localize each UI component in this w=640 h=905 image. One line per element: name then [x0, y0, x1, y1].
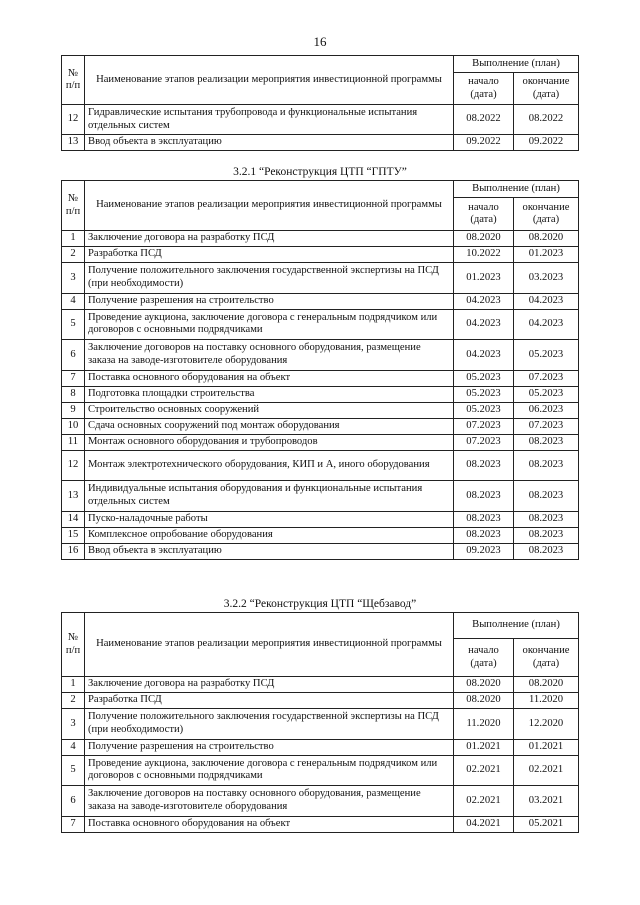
row-start: 02.2021 [454, 755, 514, 786]
row-stage: Получение разрешения на строительство [85, 293, 454, 309]
table-row [62, 402, 579, 418]
row-stage: Заключение договоров на поставку основного оборудования, размещение заказа на заводе-изготовителе оборудования [85, 786, 454, 817]
table-row [62, 739, 579, 755]
header-stage: Наименование этапов реализации мероприятия инвестиционной программы [85, 181, 454, 231]
row-stage: Монтаж электротехнического оборудования, КИП и А, иного оборудования [85, 450, 454, 481]
row-start: 08.2022 [454, 105, 514, 135]
table-row [62, 677, 579, 693]
row-end: 08.2022 [514, 105, 579, 135]
row-stage: Получение положительного заключения государственной экспертизы на ПСД (при необходимости) [85, 709, 454, 740]
row-end: 08.2023 [514, 481, 579, 512]
table-row [62, 434, 579, 450]
header-end: окончание (дата) [514, 639, 579, 677]
row-num: 6 [62, 786, 85, 817]
header-end: окончание (дата) [514, 198, 579, 231]
row-start: 08.2023 [454, 481, 514, 512]
row-stage: Заключение договоров на поставку основного оборудования, размещение заказа на заводе-изготовителе оборудования [85, 340, 454, 371]
row-start: 07.2023 [454, 418, 514, 434]
header-stage: Наименование этапов реализации мероприятия инвестиционной программы [85, 613, 454, 677]
table-header-row [62, 181, 579, 198]
row-end: 06.2023 [514, 402, 579, 418]
row-num: 15 [62, 527, 85, 543]
table-row [62, 481, 579, 512]
section-title-gptu: 3.2.1 “Реконструкция ЦТП “ГПТУ” [233, 166, 407, 178]
row-start: 07.2023 [454, 434, 514, 450]
table-header-row [62, 613, 579, 639]
row-num: 3 [62, 709, 85, 740]
table-row [62, 418, 579, 434]
row-num: 12 [62, 105, 85, 135]
table-row [62, 543, 579, 559]
row-start: 08.2020 [454, 693, 514, 709]
row-start: 05.2023 [454, 386, 514, 402]
row-stage: Заключение договора на разработку ПСД [85, 677, 454, 693]
row-end: 08.2023 [514, 434, 579, 450]
row-start: 08.2023 [454, 511, 514, 527]
row-stage: Ввод объекта в эксплуатацию [85, 135, 454, 151]
row-stage: Гидравлические испытания трубопровода и функциональные испытания отдельных систем [85, 105, 454, 135]
row-stage: Проведение аукциона, заключение договора с генеральным подрядчиком или договоров с основными подрядчиками [85, 309, 454, 340]
row-stage: Поставка основного оборудования на объект [85, 816, 454, 832]
header-start: начало (дата) [454, 73, 514, 105]
header-execution: Выполнение (план) [454, 613, 579, 639]
row-start: 08.2020 [454, 231, 514, 247]
row-num: 10 [62, 418, 85, 434]
table-row [62, 231, 579, 247]
table-row [62, 709, 579, 740]
row-stage: Подготовка площадки строительства [85, 386, 454, 402]
row-stage: Проведение аукциона, заключение договора с генеральным подрядчиком или договоров с основными подрядчиками [85, 755, 454, 786]
row-num: 13 [62, 135, 85, 151]
row-num: 5 [62, 309, 85, 340]
row-start: 04.2023 [454, 293, 514, 309]
schedule-table-gptu [61, 180, 579, 560]
row-end: 08.2023 [514, 511, 579, 527]
row-start: 04.2023 [454, 340, 514, 371]
row-start: 08.2023 [454, 450, 514, 481]
section-title-shchebzavod: 3.2.2 “Реконструкция ЦТП “Щебзавод” [223, 598, 417, 610]
table-row [62, 786, 579, 817]
row-start: 01.2023 [454, 263, 514, 294]
page-number: 16 [313, 34, 327, 49]
table-row [62, 105, 579, 135]
row-end: 12.2020 [514, 709, 579, 740]
row-num: 9 [62, 402, 85, 418]
header-execution: Выполнение (план) [454, 56, 579, 73]
row-end: 02.2021 [514, 755, 579, 786]
row-num: 1 [62, 677, 85, 693]
table-row [62, 135, 579, 151]
header-start: начало (дата) [454, 198, 514, 231]
row-num: 2 [62, 247, 85, 263]
table-row [62, 693, 579, 709]
row-num: 7 [62, 370, 85, 386]
row-stage: Сдача основных сооружений под монтаж оборудования [85, 418, 454, 434]
row-end: 03.2021 [514, 786, 579, 817]
row-end: 04.2023 [514, 309, 579, 340]
row-end: 07.2023 [514, 418, 579, 434]
table-body-gptu [62, 231, 579, 560]
row-start: 01.2021 [454, 739, 514, 755]
row-num: 1 [62, 231, 85, 247]
header-num: № п/п [62, 181, 85, 231]
row-stage: Получение положительного заключения государственной экспертизы на ПСД (при необходимости) [85, 263, 454, 294]
table-row [62, 755, 579, 786]
row-stage: Поставка основного оборудования на объект [85, 370, 454, 386]
row-end: 08.2020 [514, 677, 579, 693]
header-end: окончание (дата) [514, 73, 579, 105]
row-num: 16 [62, 543, 85, 559]
row-num: 11 [62, 434, 85, 450]
row-stage: Разработка ПСД [85, 693, 454, 709]
row-end: 08.2020 [514, 231, 579, 247]
row-num: 7 [62, 816, 85, 832]
schedule-table-continued [61, 55, 579, 151]
header-stage: Наименование этапов реализации мероприятия инвестиционной программы [85, 56, 454, 105]
row-start: 10.2022 [454, 247, 514, 263]
row-end: 08.2023 [514, 527, 579, 543]
row-start: 04.2023 [454, 309, 514, 340]
row-end: 08.2023 [514, 543, 579, 559]
table-row [62, 386, 579, 402]
row-num: 5 [62, 755, 85, 786]
table-row [62, 293, 579, 309]
header-num: № п/п [62, 613, 85, 677]
row-num: 4 [62, 739, 85, 755]
header-execution: Выполнение (план) [454, 181, 579, 198]
row-end: 05.2023 [514, 340, 579, 371]
row-num: 6 [62, 340, 85, 371]
row-end: 04.2023 [514, 293, 579, 309]
row-start: 04.2021 [454, 816, 514, 832]
row-start: 09.2022 [454, 135, 514, 151]
row-stage: Комплексное опробование оборудования [85, 527, 454, 543]
row-stage: Пуско-наладочные работы [85, 511, 454, 527]
row-start: 08.2023 [454, 527, 514, 543]
table-body-shchebzavod [62, 677, 579, 833]
row-start: 02.2021 [454, 786, 514, 817]
row-end: 05.2023 [514, 386, 579, 402]
row-end: 01.2021 [514, 739, 579, 755]
row-stage: Разработка ПСД [85, 247, 454, 263]
header-start: начало (дата) [454, 639, 514, 677]
row-num: 14 [62, 511, 85, 527]
header-num: № п/п [62, 56, 85, 105]
row-num: 13 [62, 481, 85, 512]
table-row [62, 527, 579, 543]
row-end: 07.2023 [514, 370, 579, 386]
row-start: 09.2023 [454, 543, 514, 559]
row-start: 05.2023 [454, 402, 514, 418]
row-stage: Ввод объекта в эксплуатацию [85, 543, 454, 559]
table-row [62, 370, 579, 386]
table-row [62, 340, 579, 371]
row-num: 8 [62, 386, 85, 402]
row-stage: Заключение договора на разработку ПСД [85, 231, 454, 247]
schedule-table-shchebzavod [61, 612, 579, 833]
table-row [62, 450, 579, 481]
table-row [62, 263, 579, 294]
table-row [62, 309, 579, 340]
row-end: 09.2022 [514, 135, 579, 151]
row-end: 08.2023 [514, 450, 579, 481]
row-num: 2 [62, 693, 85, 709]
row-stage: Строительство основных сооружений [85, 402, 454, 418]
table-row [62, 511, 579, 527]
row-start: 11.2020 [454, 709, 514, 740]
row-stage: Получение разрешения на строительство [85, 739, 454, 755]
row-end: 01.2023 [514, 247, 579, 263]
table-header-row [62, 56, 579, 73]
row-num: 12 [62, 450, 85, 481]
row-end: 03.2023 [514, 263, 579, 294]
table-row [62, 816, 579, 832]
row-start: 08.2020 [454, 677, 514, 693]
row-num: 3 [62, 263, 85, 294]
row-end: 05.2021 [514, 816, 579, 832]
table-row [62, 247, 579, 263]
row-stage: Монтаж основного оборудования и трубопроводов [85, 434, 454, 450]
row-stage: Индивидуальные испытания оборудования и функциональные испытания отдельных систем [85, 481, 454, 512]
row-end: 11.2020 [514, 693, 579, 709]
row-num: 4 [62, 293, 85, 309]
row-start: 05.2023 [454, 370, 514, 386]
